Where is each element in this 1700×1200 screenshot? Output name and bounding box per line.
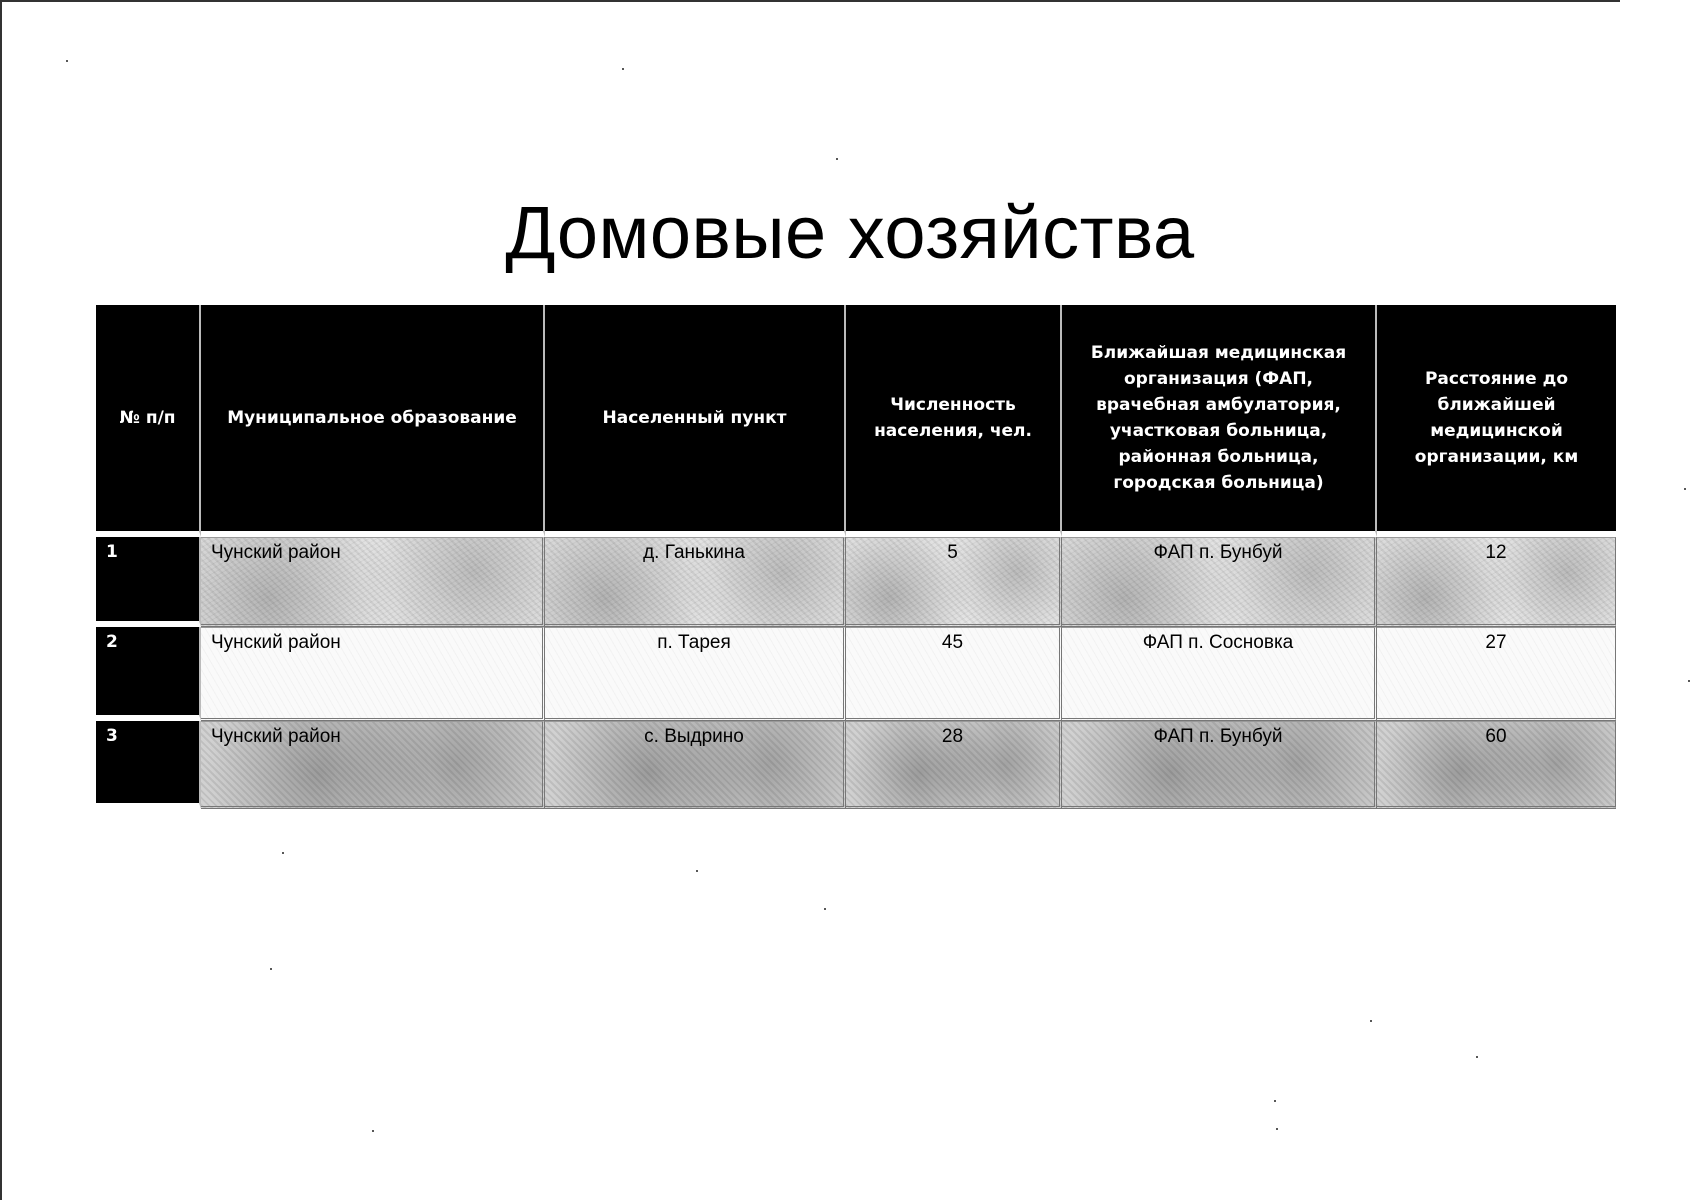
header-medical-organization: Ближайшая медицинская организация (ФАП, врачебная амбулатория, участковая больница, районная больница, городская больница) (1062, 305, 1377, 537)
cell-population: 45 (846, 627, 1062, 721)
scan-speck (1688, 680, 1690, 682)
households-table (96, 305, 1616, 809)
cell-distance: 12 (1377, 537, 1616, 627)
cell-medical-organization: ФАП п. Бунбуй (1062, 537, 1377, 627)
scan-speck (1684, 488, 1686, 490)
header-municipality: Муниципальное образование (201, 305, 545, 537)
scan-speck (1276, 1128, 1278, 1130)
cell-medical-organization: ФАП п. Сосновка (1062, 627, 1377, 721)
cell-settlement: п. Тарея (545, 627, 846, 721)
cell-settlement: с. Выдрино (545, 721, 846, 809)
scan-speck (1370, 1020, 1372, 1022)
scan-speck (696, 870, 698, 872)
header-distance: Расстояние до ближайшей медицинской организации, км (1377, 305, 1616, 537)
cell-distance: 27 (1377, 627, 1616, 721)
cell-municipality: Чунский район (201, 721, 545, 809)
cell-distance: 60 (1377, 721, 1616, 809)
cell-number: 3 (96, 721, 201, 809)
header-settlement: Населенный пункт (545, 305, 846, 537)
scan-speck (622, 68, 624, 70)
scan-speck (270, 968, 272, 970)
scan-speck (372, 1130, 374, 1132)
scan-speck (282, 852, 284, 854)
table-header-row (96, 305, 1616, 537)
cell-number: 1 (96, 537, 201, 627)
scan-speck (1274, 1100, 1276, 1102)
scan-speck (836, 158, 838, 160)
scan-speck (1476, 1056, 1478, 1058)
header-population: Численность населения, чел. (846, 305, 1062, 537)
header-number: № п/п (96, 305, 201, 537)
scan-speck (66, 60, 68, 62)
cell-population: 5 (846, 537, 1062, 627)
table-row (96, 627, 1616, 721)
scan-speck (824, 908, 826, 910)
cell-municipality: Чунский район (201, 537, 545, 627)
cell-medical-organization: ФАП п. Бунбуй (1062, 721, 1377, 809)
page-title: Домовые хозяйства (505, 191, 1195, 274)
cell-population: 28 (846, 721, 1062, 809)
table-row (96, 721, 1616, 809)
table-row (96, 537, 1616, 627)
cell-number: 2 (96, 627, 201, 721)
cell-settlement: д. Ганькина (545, 537, 846, 627)
cell-municipality: Чунский район (201, 627, 545, 721)
